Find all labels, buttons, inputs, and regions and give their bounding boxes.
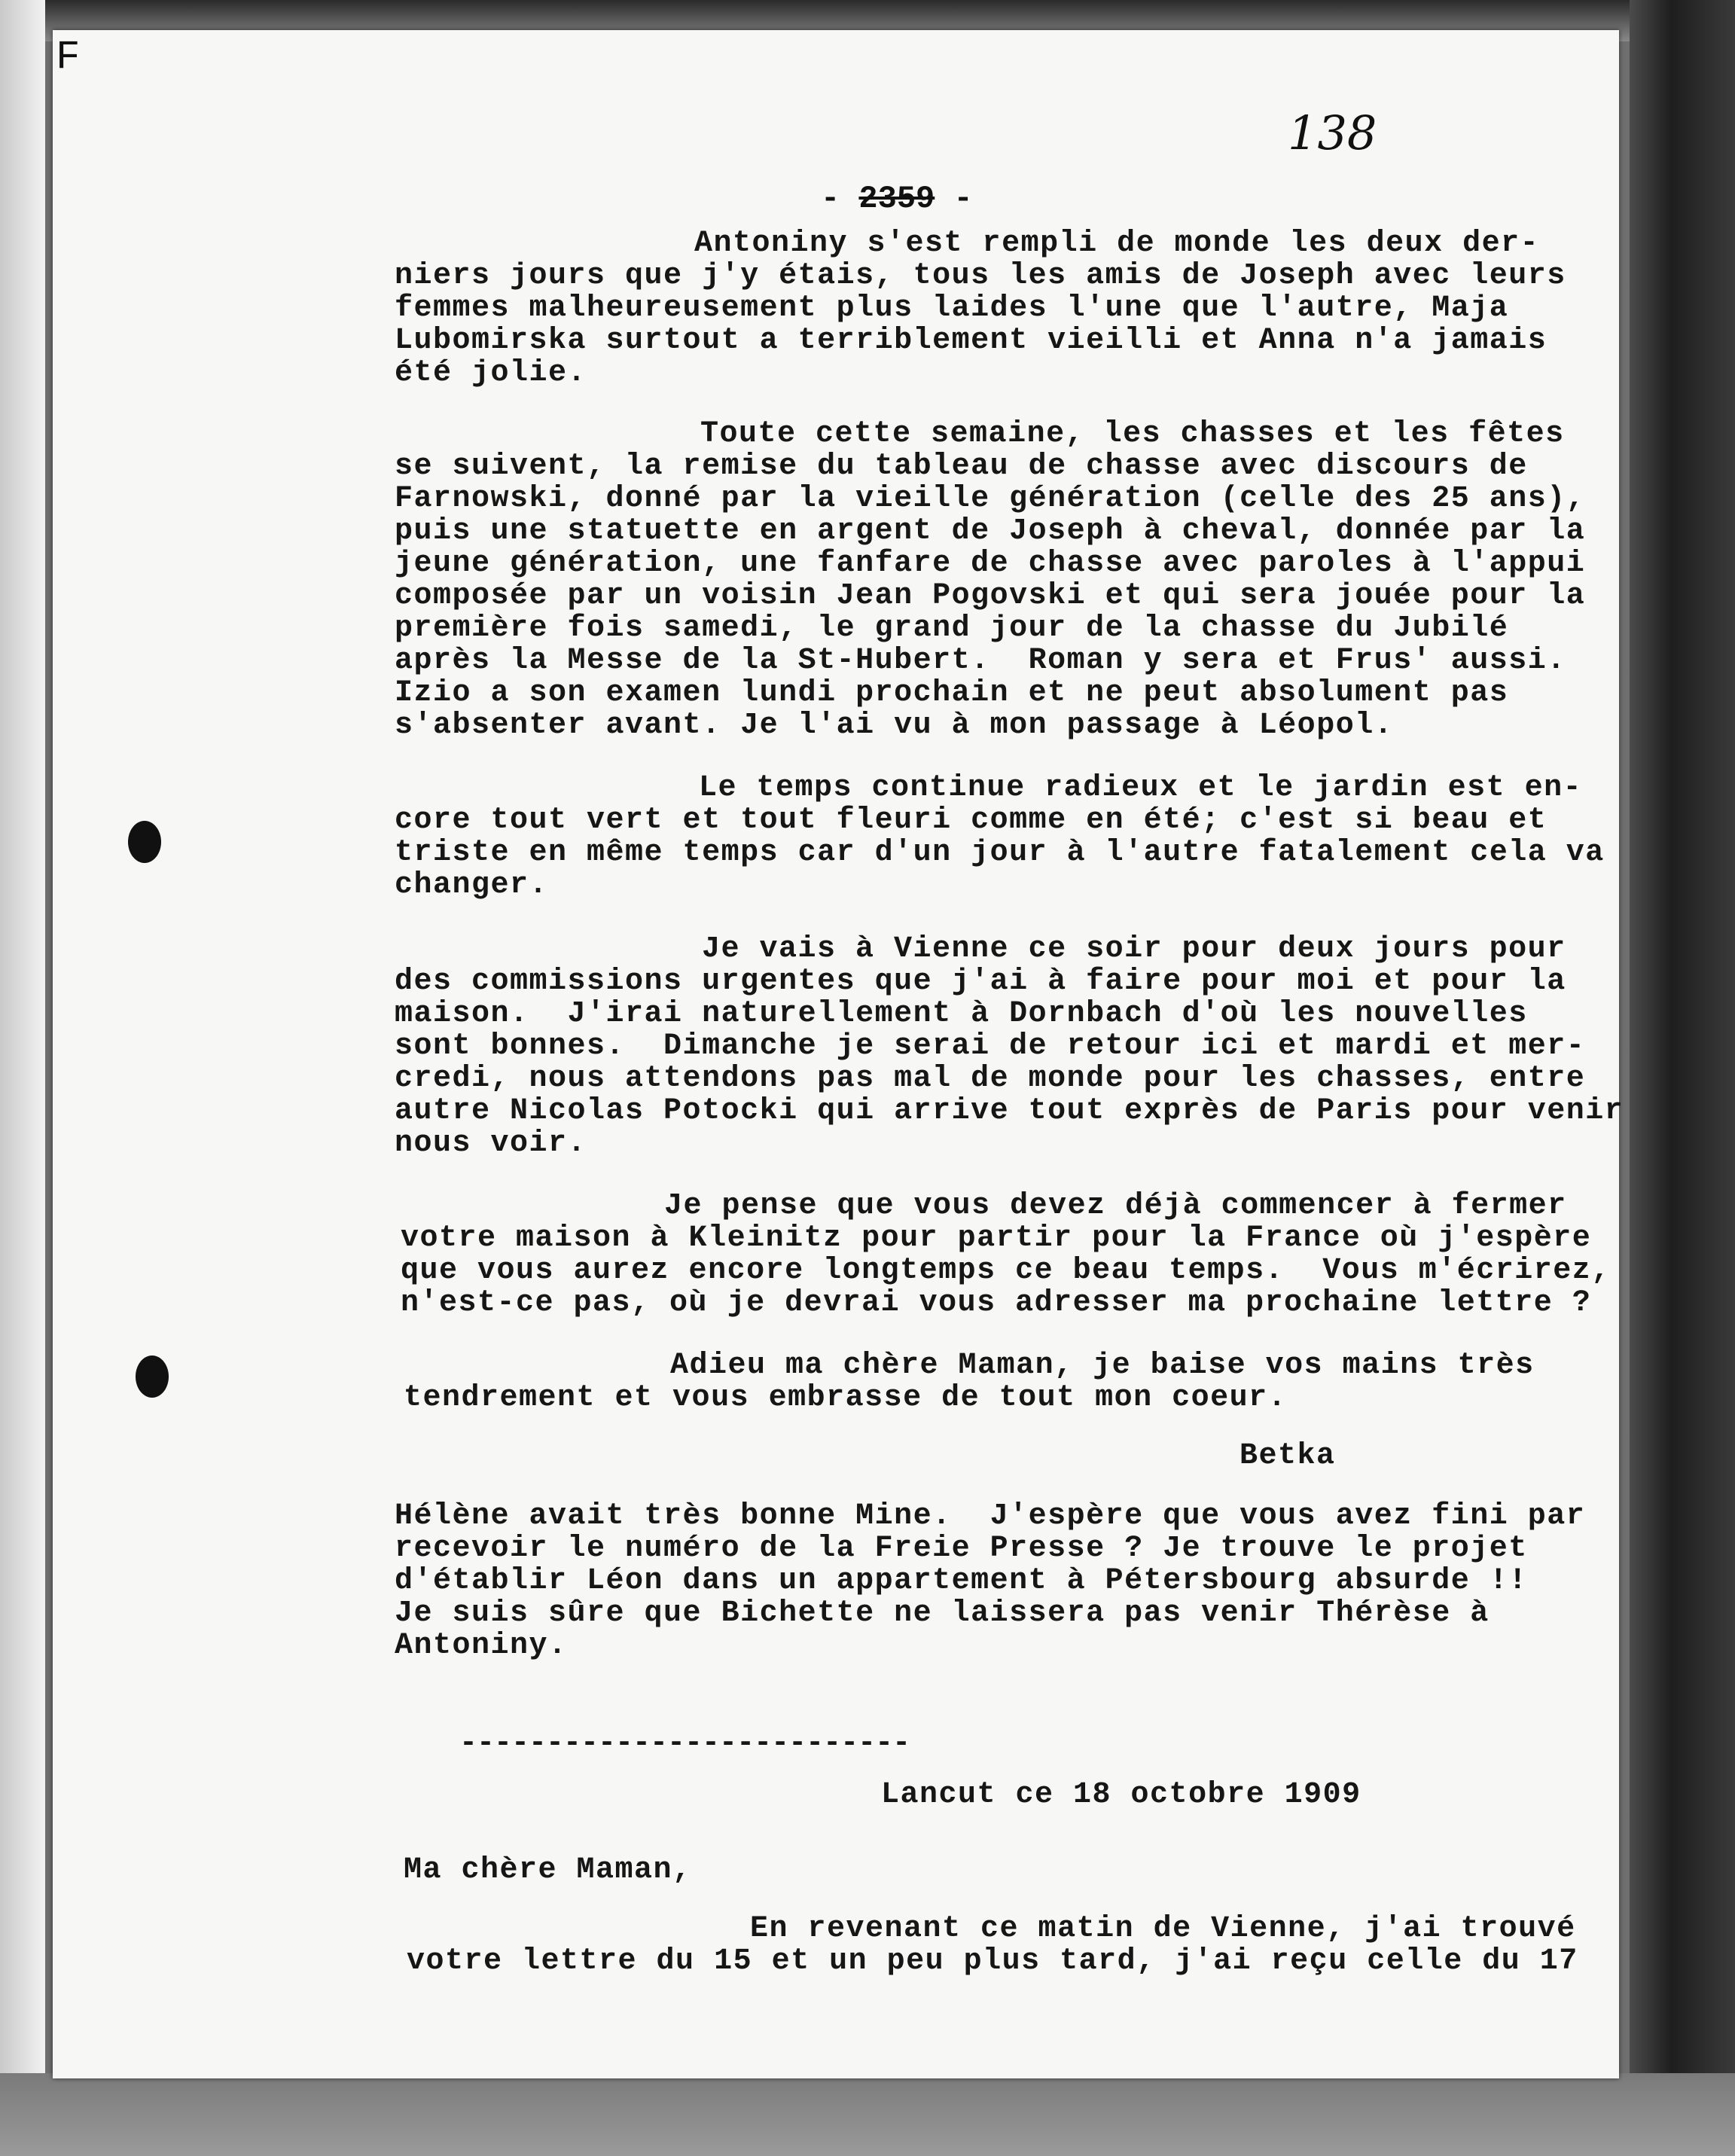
text-line: Le temps continue radieux et le jardin est en- xyxy=(699,771,1583,805)
text-line: s'absenter avant. Je l'ai vu à mon passage à Léopol. xyxy=(395,709,1394,743)
text-line: credi, nous attendons pas mal de monde pour les chasses, entre xyxy=(395,1062,1586,1096)
text-line: Lubomirska surtout a terriblement vieilli et Anna n'a jamais xyxy=(395,324,1547,358)
text-line: Je suis sûre que Bichette ne laissera pas venir Thérèse à xyxy=(395,1596,1490,1630)
scan-bottom-edge xyxy=(0,2073,1735,2156)
text-line: niers jours que j'y étais, tous les amis de Joseph avec leurs xyxy=(395,259,1566,293)
text-line: n'est-ce pas, où je devrai vous adresser ma prochaine lettre ? xyxy=(401,1286,1592,1320)
text-line: Izio a son examen lundi prochain et ne peut absolument pas xyxy=(395,676,1509,710)
page-number-suffix: - xyxy=(935,181,973,217)
text-line: femmes malheureusement plus laides l'une que l'autre, Maja xyxy=(395,291,1509,325)
text-line: Je vais à Vienne ce soir pour deux jours pour xyxy=(702,932,1566,966)
page-number-value: 2359 xyxy=(858,181,935,217)
signature: Betka xyxy=(1240,1439,1336,1473)
text-line: après la Messe de la St-Hubert. Roman y sera et Frus' aussi. xyxy=(395,644,1566,678)
salutation: Ma chère Maman, xyxy=(404,1853,692,1887)
text-line: Adieu ma chère Maman, je baise vos mains très xyxy=(670,1349,1535,1383)
text-line: que vous aurez encore longtemps ce beau temps. Vous m'écrirez, xyxy=(401,1254,1611,1288)
place-date: Lancut ce 18 octobre 1909 xyxy=(881,1778,1361,1812)
text-line: sont bonnes. Dimanche je serai de retour ici et mardi et mer- xyxy=(395,1029,1586,1063)
punch-hole-top xyxy=(128,821,161,863)
text-line: première fois samedi, le grand jour de la chasse du Jubilé xyxy=(395,611,1509,645)
letter-separator: -------------------------- xyxy=(459,1727,910,1761)
text-line: été jolie. xyxy=(395,356,587,390)
text-line: jeune génération, une fanfare de chasse avec paroles à l'appui xyxy=(395,547,1586,581)
text-line: Hélène avait très bonne Mine. J'espère que vous avez fini par xyxy=(395,1499,1586,1533)
text-line: votre maison à Kleinitz pour partir pour la France où j'espère xyxy=(401,1221,1592,1255)
scan-right-edge xyxy=(1630,0,1735,2156)
text-line: Farnowski, donné par la vieille génération (celle des 25 ans), xyxy=(395,482,1586,516)
text-line: d'établir Léon dans un appartement à Pétersbourg absurde !! xyxy=(395,1564,1528,1598)
text-line: Antoniny s'est rempli de monde les deux der- xyxy=(694,227,1540,261)
text-line: composée par un voisin Jean Pogovski et qui sera jouée pour la xyxy=(395,579,1586,613)
text-line: tendrement et vous embrasse de tout mon coeur. xyxy=(404,1381,1288,1415)
text-line: se suivent, la remise du tableau de chasse avec discours de xyxy=(395,450,1528,483)
punch-hole-bottom xyxy=(136,1356,169,1398)
text-line: nous voir. xyxy=(395,1127,587,1160)
handwritten-folio-number: 138 xyxy=(1288,105,1377,160)
scan-left-edge xyxy=(0,0,45,2156)
text-line: votre lettre du 15 et un peu plus tard, j'ai reçu celle du 17 xyxy=(407,1944,1578,1978)
text-line: triste en même temps car d'un jour à l'autre fatalement cela va xyxy=(395,836,1605,870)
text-line: recevoir le numéro de la Freie Presse ? Je trouve le projet xyxy=(395,1532,1528,1566)
text-line: core tout vert et tout fleuri comme en été; c'est si beau et xyxy=(395,804,1547,837)
margin-mark: F xyxy=(56,35,81,81)
text-line: changer. xyxy=(395,868,549,902)
text-line: Je pense que vous devez déjà commencer à fermer xyxy=(664,1189,1567,1223)
text-line: puis une statuette en argent de Joseph à cheval, donnée par la xyxy=(395,514,1586,548)
typed-page-number xyxy=(821,181,973,217)
text-line: des commissions urgentes que j'ai à faire pour moi et pour la xyxy=(395,965,1566,999)
document-page xyxy=(53,30,1624,2078)
text-line: En revenant ce matin de Vienne, j'ai trouvé xyxy=(750,1912,1576,1946)
text-line: Antoniny. xyxy=(395,1629,568,1663)
text-line: autre Nicolas Potocki qui arrive tout exprès de Paris pour venir xyxy=(395,1094,1624,1128)
page-number-prefix: - xyxy=(821,181,859,217)
text-line: maison. J'irai naturellement à Dornbach d'où les nouvelles xyxy=(395,997,1528,1031)
text-line: Toute cette semaine, les chasses et les fêtes xyxy=(700,417,1565,451)
